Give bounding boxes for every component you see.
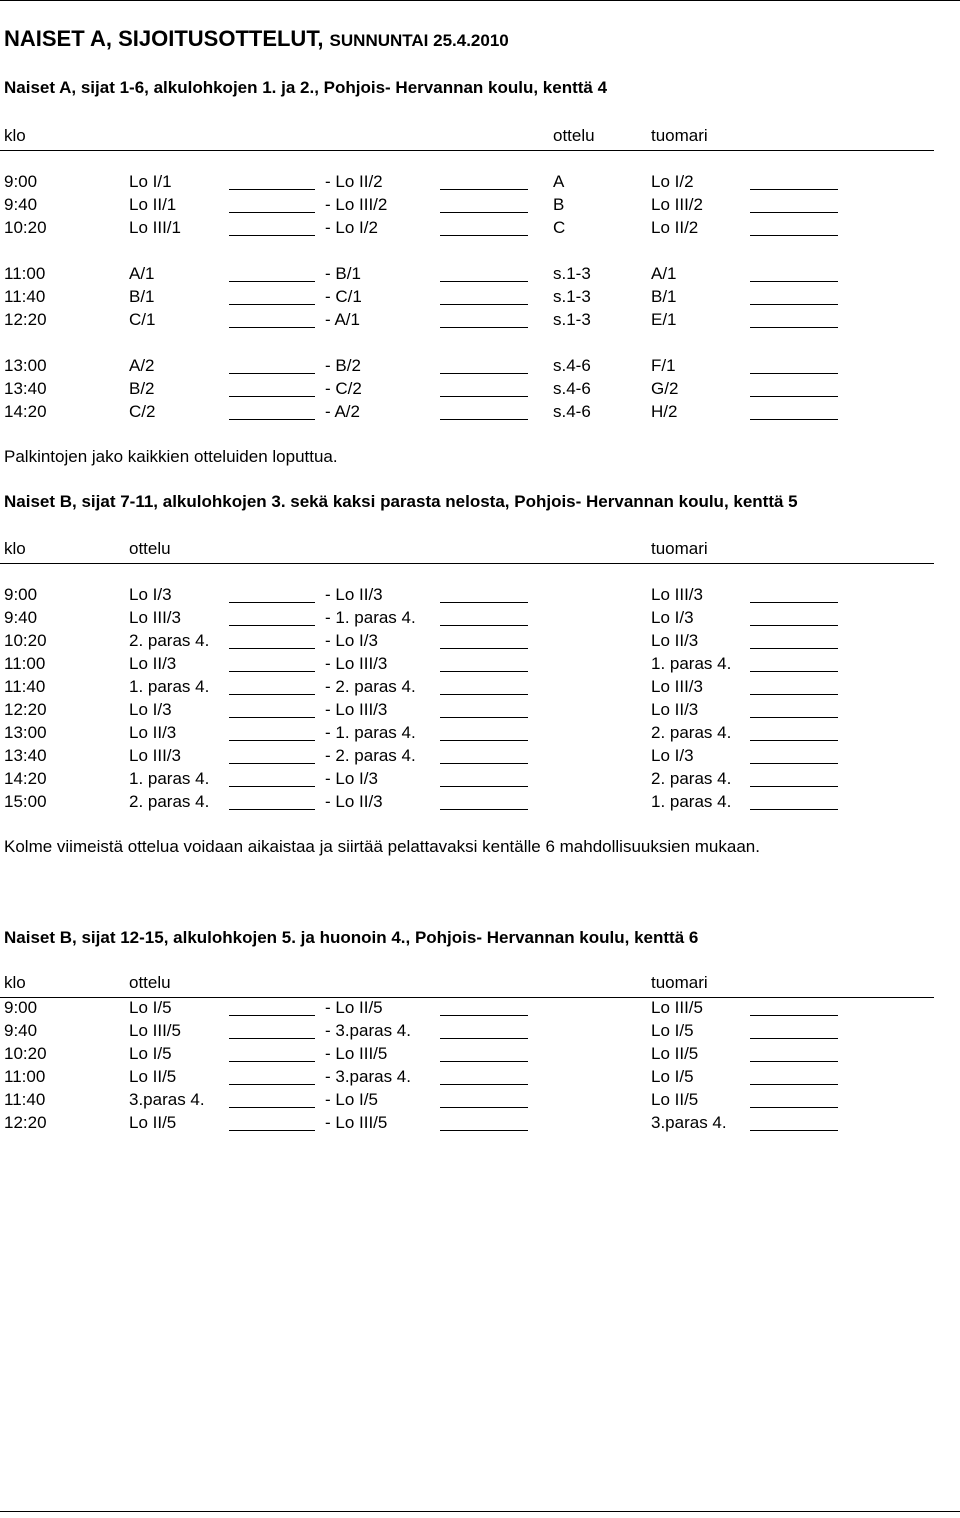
fill-in-line [229, 1084, 315, 1085]
away-team-cell: - Lo II/5 [325, 998, 383, 1017]
away-team-cell: - 1. paras 4. [325, 723, 416, 742]
home-team-cell: B/2 [129, 379, 155, 398]
schedule-row [0, 746, 960, 769]
schedule-row [0, 700, 960, 723]
time-cell: 12:20 [4, 700, 47, 719]
section-b-heading: Naiset B, sijat 7-11, alkulohkojen 3. sekä kaksi parasta nelosta, Pohjois- Hervannan koulu, kenttä 5 [4, 492, 798, 511]
home-team-cell: 2. paras 4. [129, 631, 210, 650]
home-team-cell: Lo II/3 [129, 723, 177, 742]
match-cell: s.1-3 [553, 264, 591, 283]
time-cell: 15:00 [4, 792, 47, 811]
fill-in-line [750, 1107, 838, 1108]
fill-in-line [750, 1038, 838, 1039]
fill-in-line [750, 671, 838, 672]
schedule-row [0, 1067, 960, 1090]
time-cell: 13:00 [4, 723, 47, 742]
schedule-row [0, 792, 960, 815]
fill-in-line [440, 1107, 528, 1108]
time-cell: 12:20 [4, 310, 47, 329]
referee-cell: Lo II/5 [651, 1044, 699, 1063]
fill-in-line [229, 786, 315, 787]
away-team-cell: - 3.paras 4. [325, 1021, 411, 1040]
fill-in-line [750, 212, 838, 213]
home-team-cell: 1. paras 4. [129, 677, 210, 696]
top-rule [0, 0, 960, 1]
fill-in-line [440, 1130, 528, 1131]
home-team-cell: Lo III/3 [129, 746, 181, 765]
col-klo: klo [4, 539, 26, 558]
referee-cell: Lo III/2 [651, 195, 703, 214]
fill-in-line [750, 396, 838, 397]
fill-in-line [229, 625, 315, 626]
referee-cell: 3.paras 4. [651, 1113, 727, 1132]
fill-in-line [440, 602, 528, 603]
schedule-row [0, 218, 960, 241]
schedule-row [0, 585, 960, 608]
home-team-cell: C/2 [129, 402, 156, 421]
home-team-cell: Lo I/3 [129, 585, 172, 604]
section-b-header [0, 539, 934, 564]
home-team-cell: Lo I/5 [129, 1044, 172, 1063]
home-team-cell: B/1 [129, 287, 155, 306]
fill-in-line [440, 763, 528, 764]
referee-cell: Lo I/3 [651, 746, 694, 765]
time-cell: 9:00 [4, 172, 38, 191]
fill-in-line [440, 212, 528, 213]
time-cell: 11:00 [4, 264, 46, 283]
referee-cell: Lo II/3 [651, 700, 699, 719]
fill-in-line [440, 694, 528, 695]
referee-cell: Lo III/3 [651, 677, 703, 696]
time-cell: 9:40 [4, 608, 38, 627]
away-team-cell: - B/1 [325, 264, 361, 283]
fill-in-line [440, 1061, 528, 1062]
home-team-cell: 2. paras 4. [129, 792, 210, 811]
fill-in-line [750, 235, 838, 236]
home-team-cell: Lo I/3 [129, 700, 172, 719]
away-team-cell: - C/1 [325, 287, 362, 306]
away-team-cell: - 2. paras 4. [325, 677, 416, 696]
col-ottelu: ottelu [129, 973, 171, 992]
fill-in-line [440, 1015, 528, 1016]
fill-in-line [229, 212, 315, 213]
home-team-cell: Lo I/5 [129, 998, 172, 1017]
match-cell: s.1-3 [553, 310, 591, 329]
match-cell: A [553, 172, 565, 191]
time-cell: 14:20 [4, 769, 47, 788]
away-team-cell: - Lo II/2 [325, 172, 383, 191]
fill-in-line [750, 281, 838, 282]
col-ottelu: ottelu [129, 539, 171, 558]
fill-in-line [440, 648, 528, 649]
referee-cell: 1. paras 4. [651, 654, 732, 673]
fill-in-line [750, 419, 838, 420]
col-ottelu: ottelu [553, 126, 595, 145]
fill-in-line [229, 304, 315, 305]
referee-cell: G/2 [651, 379, 679, 398]
fill-in-line [750, 1084, 838, 1085]
schedule-row [0, 402, 960, 425]
away-team-cell: - Lo II/3 [325, 792, 383, 811]
schedule-row [0, 1090, 960, 1113]
fill-in-line [750, 809, 838, 810]
section-c-heading: Naiset B, sijat 12-15, alkulohkojen 5. ja huonoin 4., Pohjois- Hervannan koulu, kenttä 6 [4, 928, 699, 947]
referee-cell: 2. paras 4. [651, 723, 732, 742]
fill-in-line [229, 373, 315, 374]
time-cell: 13:40 [4, 379, 47, 398]
referee-cell: E/1 [651, 310, 677, 329]
home-team-cell: A/2 [129, 356, 155, 375]
fill-in-line [440, 625, 528, 626]
away-team-cell: - C/2 [325, 379, 362, 398]
fill-in-line [229, 740, 315, 741]
match-cell: s.4-6 [553, 379, 591, 398]
time-cell: 10:20 [4, 1044, 47, 1063]
schedule-row [0, 769, 960, 792]
fill-in-line [440, 1084, 528, 1085]
schedule-row [0, 356, 960, 379]
schedule-row [0, 310, 960, 333]
schedule-row [0, 654, 960, 677]
schedule-row [0, 1113, 960, 1136]
fill-in-line [750, 373, 838, 374]
schedule-row [0, 1044, 960, 1067]
time-cell: 12:20 [4, 1113, 47, 1132]
fill-in-line [440, 717, 528, 718]
home-team-cell: Lo II/1 [129, 195, 177, 214]
time-cell: 9:00 [4, 585, 38, 604]
away-team-cell: - Lo I/3 [325, 769, 378, 788]
home-team-cell: C/1 [129, 310, 156, 329]
fill-in-line [440, 809, 528, 810]
home-team-cell: 3.paras 4. [129, 1090, 205, 1109]
fill-in-line [229, 694, 315, 695]
away-team-cell: - 1. paras 4. [325, 608, 416, 627]
referee-cell: Lo I/5 [651, 1021, 694, 1040]
time-cell: 11:00 [4, 654, 46, 673]
fill-in-line [750, 1061, 838, 1062]
away-team-cell: - Lo III/3 [325, 700, 388, 719]
time-cell: 10:20 [4, 631, 47, 650]
fill-in-line [229, 327, 315, 328]
col-tuomari: tuomari [651, 973, 708, 992]
away-team-cell: - 2. paras 4. [325, 746, 416, 765]
fill-in-line [229, 281, 315, 282]
match-cell: s.1-3 [553, 287, 591, 306]
col-klo: klo [4, 973, 26, 992]
col-tuomari: tuomari [651, 126, 708, 145]
fill-in-line [750, 740, 838, 741]
schedule-row [0, 264, 960, 287]
fill-in-line [750, 1015, 838, 1016]
fill-in-line [750, 189, 838, 190]
fill-in-line [440, 740, 528, 741]
fill-in-line [229, 671, 315, 672]
fill-in-line [750, 602, 838, 603]
time-cell: 11:40 [4, 677, 46, 696]
fill-in-line [750, 694, 838, 695]
fill-in-line [440, 235, 528, 236]
time-cell: 13:00 [4, 356, 47, 375]
referee-cell: F/1 [651, 356, 676, 375]
schedule-row [0, 998, 960, 1021]
home-team-cell: Lo III/1 [129, 218, 181, 237]
match-cell: B [553, 195, 565, 214]
home-team-cell: 1. paras 4. [129, 769, 210, 788]
away-team-cell: - A/1 [325, 310, 360, 329]
title-date: SUNNUNTAI 25.4.2010 [329, 31, 509, 50]
fill-in-line [229, 763, 315, 764]
time-cell: 10:20 [4, 218, 47, 237]
bottom-rule [0, 1511, 960, 1512]
fill-in-line [750, 763, 838, 764]
section-b-note: Kolme viimeistä ottelua voidaan aikaistaa ja siirtää pelattavaksi kentälle 6 mahdollisuuksien mukaan. [4, 837, 760, 856]
referee-cell: A/1 [651, 264, 677, 283]
fill-in-line [440, 327, 528, 328]
time-cell: 11:00 [4, 1067, 46, 1086]
fill-in-line [750, 648, 838, 649]
away-team-cell: - Lo III/5 [325, 1044, 388, 1063]
home-team-cell: Lo III/3 [129, 608, 181, 627]
referee-cell: Lo II/2 [651, 218, 699, 237]
fill-in-line [750, 625, 838, 626]
schedule-row [0, 631, 960, 654]
fill-in-line [440, 671, 528, 672]
fill-in-line [229, 235, 315, 236]
home-team-cell: Lo II/3 [129, 654, 177, 673]
title-main: NAISET A, SIJOITUSOTTELUT, [4, 26, 330, 51]
home-team-cell: A/1 [129, 264, 155, 283]
fill-in-line [229, 602, 315, 603]
referee-cell: B/1 [651, 287, 677, 306]
fill-in-line [750, 1130, 838, 1131]
away-team-cell: - Lo III/3 [325, 654, 388, 673]
fill-in-line [440, 189, 528, 190]
fill-in-line [229, 396, 315, 397]
col-klo: klo [4, 126, 26, 145]
away-team-cell: - Lo III/2 [325, 195, 388, 214]
time-cell: 9:40 [4, 195, 38, 214]
referee-cell: Lo I/3 [651, 608, 694, 627]
away-team-cell: - 3.paras 4. [325, 1067, 411, 1086]
fill-in-line [229, 1015, 315, 1016]
fill-in-line [750, 786, 838, 787]
fill-in-line [229, 1130, 315, 1131]
away-team-cell: - Lo III/5 [325, 1113, 388, 1132]
fill-in-line [440, 396, 528, 397]
referee-cell: Lo III/3 [651, 585, 703, 604]
home-team-cell: Lo II/5 [129, 1113, 177, 1132]
referee-cell: Lo I/2 [651, 172, 694, 191]
section-a-note: Palkintojen jako kaikkien otteluiden loputtua. [4, 447, 338, 466]
time-cell: 11:40 [4, 1090, 46, 1109]
fill-in-line [229, 717, 315, 718]
fill-in-line [750, 327, 838, 328]
match-cell: C [553, 218, 566, 237]
referee-cell: 1. paras 4. [651, 792, 732, 811]
away-team-cell: - Lo I/5 [325, 1090, 378, 1109]
section-a-header [0, 126, 934, 151]
fill-in-line [229, 809, 315, 810]
schedule-row [0, 195, 960, 218]
fill-in-line [229, 1061, 315, 1062]
schedule-row [0, 379, 960, 402]
match-cell: s.4-6 [553, 356, 591, 375]
fill-in-line [229, 648, 315, 649]
schedule-row [0, 172, 960, 195]
away-team-cell: - Lo I/3 [325, 631, 378, 650]
fill-in-line [229, 189, 315, 190]
time-cell: 13:40 [4, 746, 47, 765]
referee-cell: Lo II/5 [651, 1090, 699, 1109]
col-tuomari: tuomari [651, 539, 708, 558]
fill-in-line [229, 1038, 315, 1039]
referee-cell: Lo I/5 [651, 1067, 694, 1086]
fill-in-line [440, 373, 528, 374]
fill-in-line [229, 419, 315, 420]
time-cell: 11:40 [4, 287, 46, 306]
referee-cell: Lo II/3 [651, 631, 699, 650]
home-team-cell: Lo II/5 [129, 1067, 177, 1086]
referee-cell: Lo III/5 [651, 998, 703, 1017]
time-cell: 9:00 [4, 998, 38, 1017]
fill-in-line [440, 1038, 528, 1039]
fill-in-line [440, 786, 528, 787]
page-title [4, 26, 509, 52]
home-team-cell: Lo III/5 [129, 1021, 181, 1040]
schedule-row [0, 287, 960, 310]
fill-in-line [440, 419, 528, 420]
fill-in-line [440, 281, 528, 282]
away-team-cell: - A/2 [325, 402, 360, 421]
section-a-heading: Naiset A, sijat 1-6, alkulohkojen 1. ja 2., Pohjois- Hervannan koulu, kenttä 4 [4, 78, 608, 97]
fill-in-line [229, 1107, 315, 1108]
away-team-cell: - B/2 [325, 356, 361, 375]
referee-cell: H/2 [651, 402, 678, 421]
fill-in-line [440, 304, 528, 305]
schedule-row [0, 1021, 960, 1044]
match-cell: s.4-6 [553, 402, 591, 421]
schedule-row [0, 723, 960, 746]
time-cell: 9:40 [4, 1021, 38, 1040]
fill-in-line [750, 717, 838, 718]
away-team-cell: - Lo II/3 [325, 585, 383, 604]
schedule-row [0, 608, 960, 631]
away-team-cell: - Lo I/2 [325, 218, 378, 237]
fill-in-line [750, 304, 838, 305]
time-cell: 14:20 [4, 402, 47, 421]
referee-cell: 2. paras 4. [651, 769, 732, 788]
section-c-header [0, 973, 934, 998]
schedule-row [0, 677, 960, 700]
home-team-cell: Lo I/1 [129, 172, 172, 191]
